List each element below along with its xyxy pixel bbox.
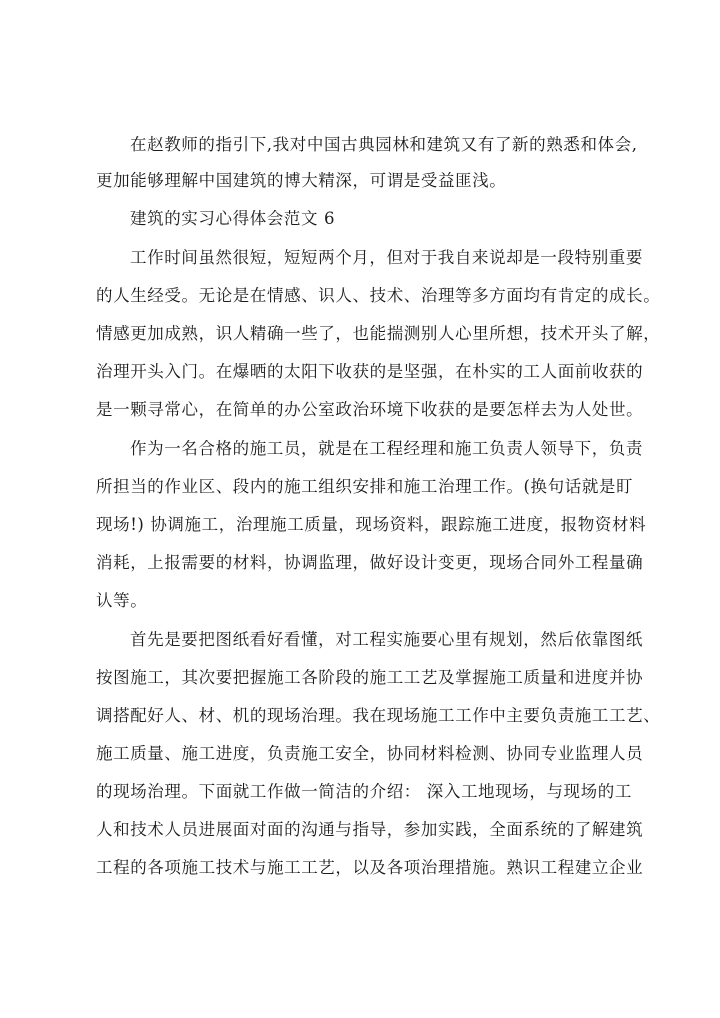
paragraph-line: 更加能够理解中国建筑的博大精深，可谓是受益匪浅。 xyxy=(96,171,507,190)
paragraph-line: 所担当的作业区、段内的施工组织安排和施工治理工作。(换句话就是盯 xyxy=(96,477,634,496)
paragraph-line: 施工质量、施工进度，负责施工安全，协同材料检测、协同专业监理人员 xyxy=(96,744,644,763)
paragraph-line: 的现场治理。下面就工作做一简洁的介绍： 深入工地现场，与现场的工 xyxy=(96,782,632,801)
paragraph-line: 调搭配好人、材、机的现场治理。我在现场施工工作中主要负责施工工艺、 xyxy=(96,706,661,725)
paragraph-line: 的人生经受。无论是在情感、识人、技术、治理等多方面均有肯定的成长。 xyxy=(96,286,661,305)
paragraph-line: 人和技术人员进展面对面的沟通与指导，参加实践，全面系统的了解建筑 xyxy=(96,820,644,839)
paragraph-line: 作为一名合格的施工员，就是在工程经理和施工负责人领导下，负责 xyxy=(130,439,643,458)
paragraph-line: 治理开头入门。在爆晒的太阳下收获的是坚强，在朴实的工人面前收获的 xyxy=(96,362,644,381)
paragraph-line: 是一颗寻常心，在简单的办公室政治环境下收获的是要怎样去为人处世。 xyxy=(96,400,644,419)
section-heading: 建筑的实习心得体会范文 6 xyxy=(130,209,336,228)
paragraph-line: 首先是要把图纸看好看懂，对工程实施要心里有规划，然后依靠图纸 xyxy=(130,630,643,649)
paragraph-line: 情感更加成熟，识人精确一些了，也能揣测别人心里所想，技术开头了解， xyxy=(96,324,661,343)
paragraph-line: 现场!) 协调施工，治理施工质量，现场资料，跟踪施工进度，报物资材料 xyxy=(96,515,647,534)
paragraph-line: 在赵教师的指引下,我对中国古典园林和建筑又有了新的熟悉和体会, xyxy=(130,135,638,154)
paragraph-line: 消耗，上报需要的材料，协调监理，做好设计变更，现场合同外工程量确 xyxy=(96,553,644,572)
paragraph-line: 工程的各项施工技术与施工工艺，以及各项治理措施。熟识工程建立企业 xyxy=(96,858,644,877)
paragraph-line: 工作时间虽然很短，短短两个月，但对于我自来说却是一段特别重要 xyxy=(130,248,643,267)
paragraph-line: 认等。 xyxy=(96,591,148,610)
paragraph-line: 按图施工，其次要把握施工各阶段的施工工艺及掌握施工质量和进度并协 xyxy=(96,668,644,687)
